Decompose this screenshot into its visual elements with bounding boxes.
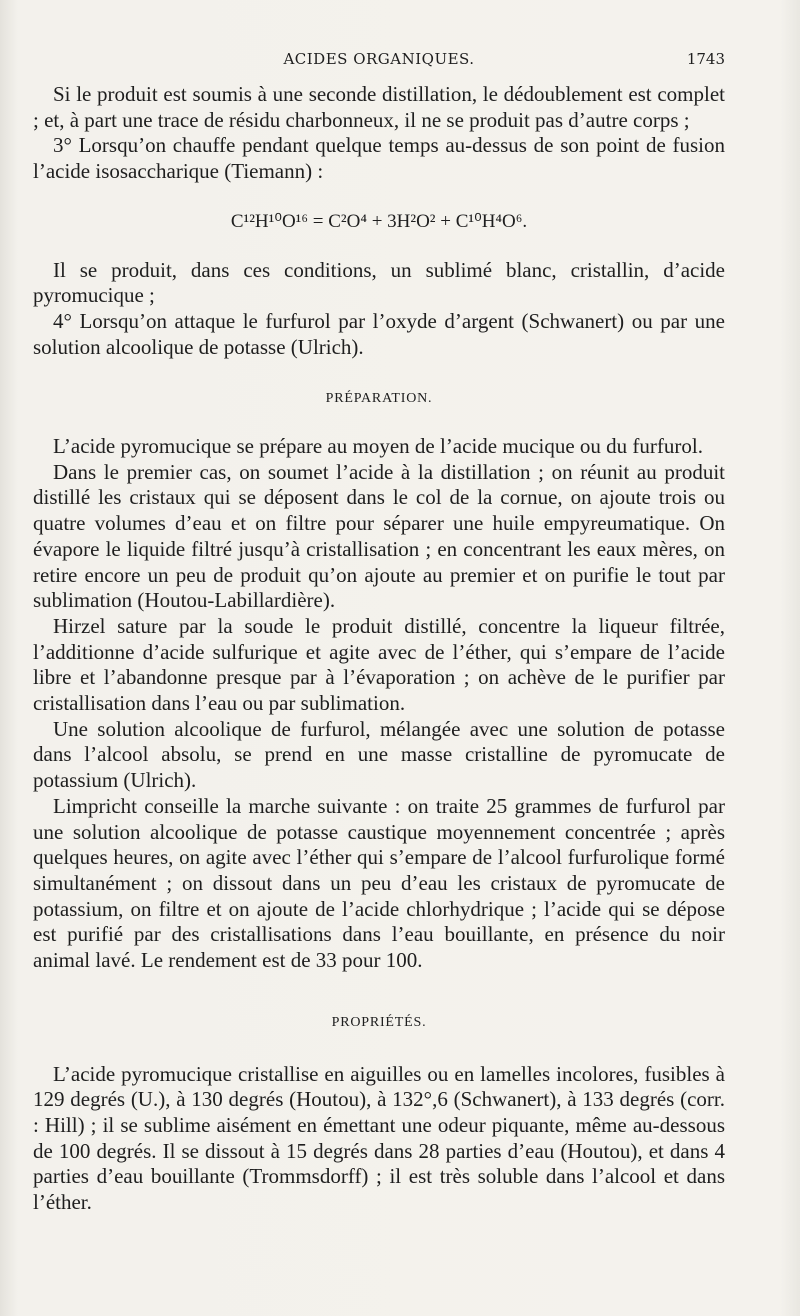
chemical-equation	[33, 209, 725, 235]
paragraph: Si le produit est soumis à une seconde distillation, le dédoublement est complet ; et, à part une trace de résidu charbonneux, il ne se produit pas d’autre corps ;	[33, 82, 725, 132]
paragraph: L’acide pyromucique cristallise en aiguilles ou en lamelles incolores, fusibles à 129 degrés (U.), à 130 degrés (Houtou), à 132°,6 (Schwanert), à 133 degrés (corr. : Hill) ; il se sublime aisément en émettant une odeur piquante, même au-dessous de 100 degrés. Il se dissout à 15 degrés dans 28 parties d’eau (Houtou), et dans 4 parties d’eau bouillante (Trommsdorff) ; il est très soluble dans l’alcool et dans l’éther.	[33, 1061, 725, 1215]
paragraph: Limpricht conseille la marche suivante : on traite 25 grammes de furfurol par une solution alcoolique de potasse caustique moyennement concentrée ; après quelques heures, on agite avec l’éther qui s’empare de l’alcool furfurolique formé simultanément ; on dissout dans un peu d’eau les cristaux de pyromucate de potassium, on filtre et on ajoute de l’acide chlorhydrique ; l’acide qui se dépose est purifié par des cristallisations dans l’eau bouillante, en présence du noir animal lavé. Le rendement est de 33 pour 100.	[33, 793, 725, 973]
paragraph: 4° Lorsqu’on attaque le furfurol par l’oxyde d’argent (Schwanert) ou par une solution alcoolique de potasse (Ulrich).	[33, 308, 725, 359]
equation-rhs: C²O⁴ + 3H²O² + C¹⁰H⁴O⁶.	[328, 210, 528, 232]
equation-equals: =	[312, 210, 324, 232]
equation-lhs: C¹²H¹⁰O¹⁶	[230, 210, 309, 232]
paragraph: Dans le premier cas, on soumet l’acide à la distillation ; on réunit au produit distillé les cristaux qui se déposent dans le col de la cornue, on ajoute trois ou quatre volumes d’eau et on filtre pour séparer une huile empyreumatique. On évapore le liquide filtré jusqu’à cristallisation ; en concentrant les eaux mères, on retire encore un peu de produit qu’on ajoute au premier et on purifie le tout par sublimation (Houtou-Labillardière).	[33, 459, 725, 613]
paragraph: Hirzel sature par la soude le produit distillé, concentre la liqueur filtrée, l’additionne d’acide sulfurique et agite avec de l’éther, qui s’empare de l’acide libre et l’abandonne presque par à l’évaporation ; on achève de le purifier par cristallisation dans l’eau ou par sublimation.	[33, 613, 725, 716]
running-title: ACIDES ORGANIQUES.	[283, 50, 475, 68]
page-number: 1743	[686, 50, 725, 68]
paragraph: L’acide pyromucique se prépare au moyen de l’acide mucique ou du furfurol.	[53, 434, 703, 459]
section-heading-proprietes: PROPRIÉTÉS.	[331, 1014, 427, 1030]
page-header	[33, 50, 725, 74]
paragraph: Il se produit, dans ces conditions, un sublimé blanc, cristallin, d’acide pyromucique ;	[33, 257, 725, 308]
paragraph: Une solution alcoolique de furfurol, mélangée avec une solution de potasse dans l’alcool absolu, se prend en une masse cristalline de pyromucate de potassium (Ulrich).	[33, 716, 725, 793]
paragraph: 3° Lorsqu’on chauffe pendant quelque temps au-dessus de son point de fusion l’acide isosaccharique (Tiemann) :	[33, 133, 725, 184]
page-body	[33, 82, 725, 1216]
section-heading-preparation: PRÉPARATION.	[325, 391, 433, 407]
